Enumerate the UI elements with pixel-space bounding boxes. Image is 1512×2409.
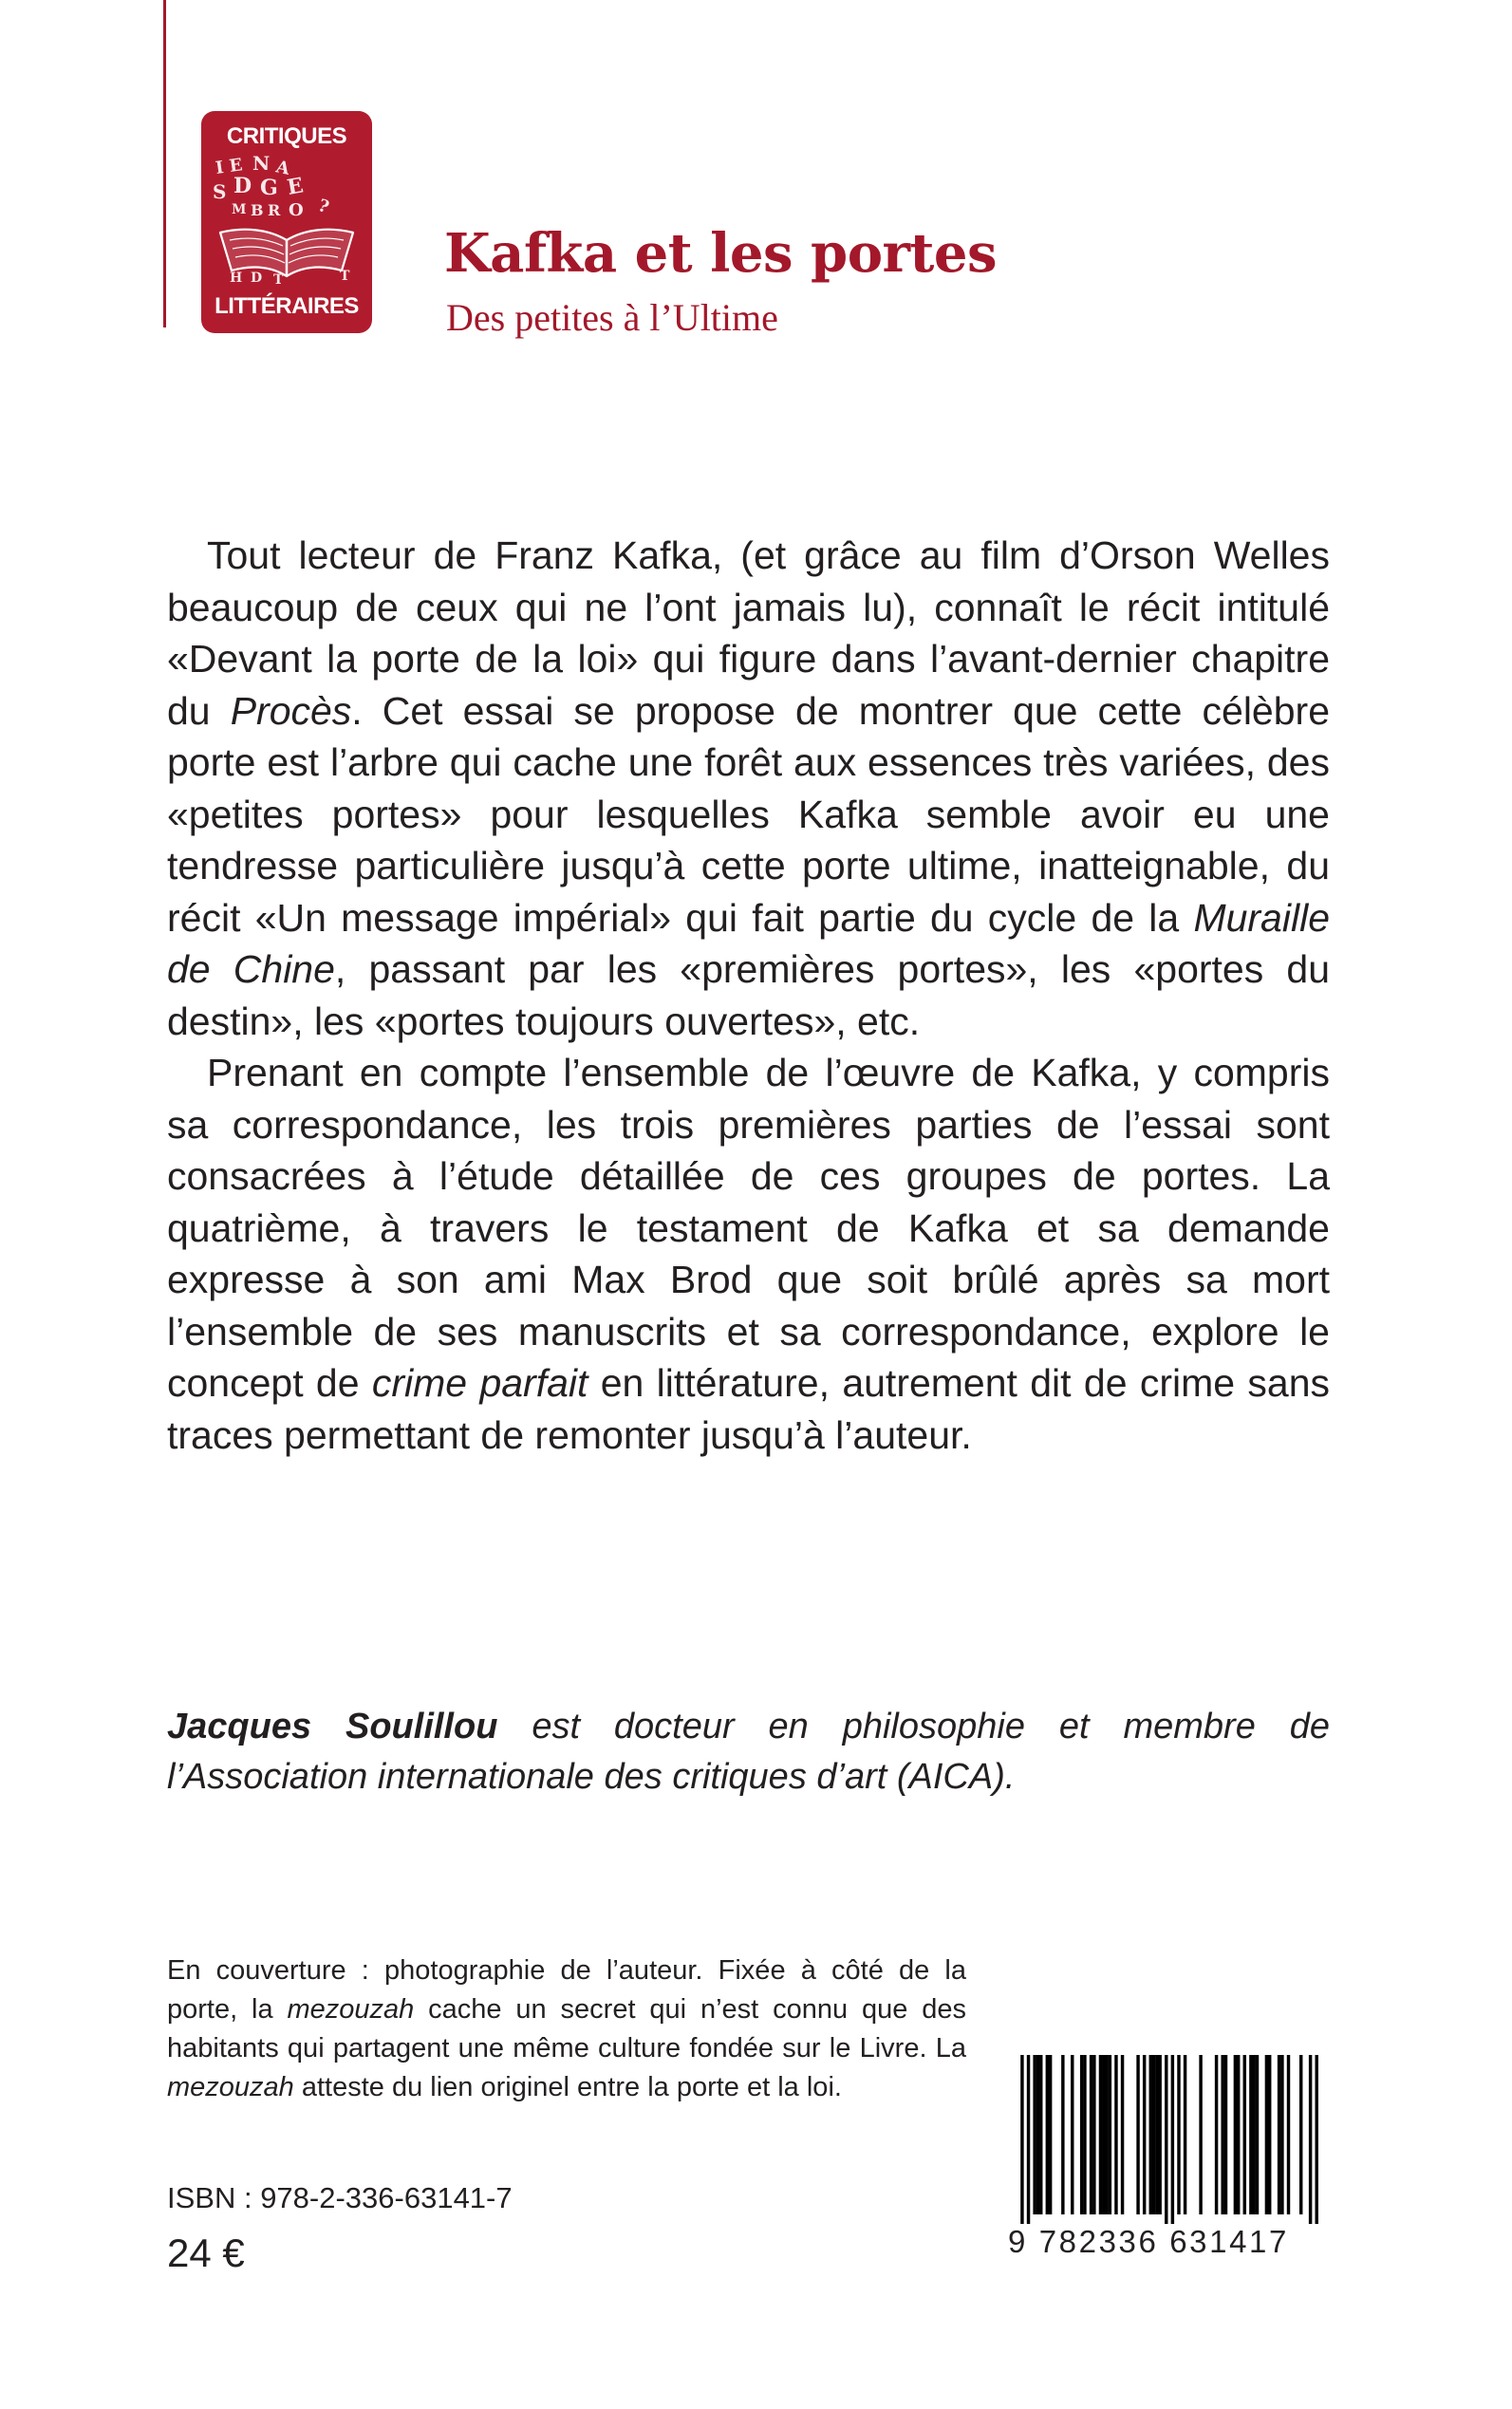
barcode-digits: 9 782336 631417: [1008, 2224, 1289, 2259]
barcode-bar: [1105, 2055, 1108, 2214]
barcode-bar: [1280, 2055, 1283, 2214]
svg-text:T: T: [340, 269, 350, 284]
barcode-bar: [1309, 2055, 1312, 2224]
price: 24 €: [167, 2231, 245, 2275]
svg-text:?: ?: [315, 195, 332, 218]
italic-run: Muraille de Chine: [167, 895, 1330, 991]
barcode-bar: [1136, 2055, 1139, 2214]
barcode-bar: [1299, 2055, 1302, 2214]
svg-text:T: T: [273, 272, 284, 286]
barcode-bar: [1215, 2055, 1218, 2214]
barcode-bar: [1099, 2055, 1102, 2214]
barcode-bar: [1256, 2055, 1259, 2214]
book-title: Kafka et les portes: [444, 222, 998, 285]
barcode-bar: [1152, 2055, 1155, 2214]
isbn-barcode: [1008, 2055, 1331, 2259]
italic-run: Procès: [230, 688, 352, 733]
italic-run: mezouzah: [167, 2072, 294, 2102]
barcode-bar: [1092, 2055, 1095, 2214]
barcode-bar: [1033, 2055, 1036, 2214]
open-book-with-letters-icon: [211, 153, 363, 286]
barcode-bar: [1252, 2055, 1255, 2214]
author-bio: [167, 1702, 1330, 1802]
italic-run: crime parfait: [371, 1361, 588, 1405]
barcode-bar: [1083, 2055, 1086, 2214]
barcode-bar: [1165, 2055, 1167, 2224]
italic-run: mezouzah: [287, 1994, 415, 2025]
barcode-bar: [1109, 2055, 1111, 2214]
blurb-paragraph-2: [167, 1047, 1330, 1461]
text-run: . Cet essai se propose de montrer que cette célèbre porte est l’arbre qui cache une forêt aux essences très variées, des «petites portes» pour lesquelles Kafka semble avoir eu une tendresse particulière jusqu’à cette porte ultime, inatteignable, du récit «Un message impérial» qui fait partie du cycle de la: [167, 688, 1330, 940]
barcode-bar: [1121, 2055, 1124, 2214]
text-run: Prenant en compte l’ensemble de l’œuvre de Kafka, y compris sa correspondance, les trois premières parties de l’essai sont consacrées à l’étude détaillée de ces groupes de portes. La quatrième, à travers le testament de Kafka et sa demande expresse à son ami Max Brod que soit brûlé après sa mort l’ensemble de ses manuscrits et sa correspondance, explore le concept de: [167, 1051, 1330, 1405]
barcode-bar: [1102, 2055, 1105, 2214]
isbn: ISBN : 978-2-336-63141-7: [167, 2181, 513, 2214]
svg-text:O: O: [289, 200, 304, 220]
svg-text:I E: I E: [214, 155, 244, 178]
barcode-bar: [1199, 2055, 1202, 2214]
barcode-bar: [1316, 2055, 1318, 2224]
barcode-bar: [1237, 2055, 1240, 2214]
text-run: en littérature, autrement dit de crime sans traces permettant de remonter jusqu’à l’auteur.: [167, 1361, 1330, 1457]
svg-text:D: D: [233, 174, 252, 198]
barcode-bar: [1071, 2055, 1073, 2214]
barcode-bar: [1221, 2055, 1223, 2214]
barcode-bar: [1114, 2055, 1117, 2214]
series-logo-bottom-label: LITTÉRAIRES: [215, 293, 359, 319]
svg-text:D: D: [251, 271, 263, 286]
barcode-bar: [1027, 2055, 1030, 2224]
svg-text:H: H: [230, 271, 243, 286]
svg-text:N: N: [252, 153, 271, 175]
barcode-bar: [1049, 2055, 1052, 2214]
barcode-bar: [1046, 2055, 1049, 2214]
barcode-bar: [1265, 2055, 1268, 2214]
text-run: Tout lecteur de Franz Kafka, (et grâce au film d’Orson Welles beaucoup de ceux qui ne l’ont jamais lu), connaît le récit intitulé «Devant la porte de la loi» qui figure dans l’avant-dernier chapitre du: [167, 533, 1330, 733]
barcode-bar: [1224, 2055, 1227, 2214]
text-run: , passant par les «premières portes», les «portes du destin», les «portes toujours ouvertes», etc.: [167, 947, 1330, 1043]
blurb: [167, 530, 1330, 1461]
author-bio-text: est docteur en philosophie et membre de l’Association internationale des critiques d’art (AICA).: [167, 1707, 1330, 1797]
svg-text:G: G: [260, 176, 278, 200]
svg-text:B: B: [251, 201, 264, 219]
barcode-bar: [1020, 2055, 1023, 2224]
text-run: cache un secret qui n’est connu que des habitants qui partagent une même culture fondée sur le Livre. La: [167, 1994, 967, 2064]
text-run: atteste du lien originel entre la porte et la loi.: [293, 2072, 842, 2102]
red-vertical-rule: [163, 0, 166, 327]
barcode-bar: [1039, 2055, 1042, 2214]
text-run: En couverture : photographie de l’auteur. Fixée à côté de la porte, la: [167, 1955, 966, 2025]
book-subtitle: Des petites à l’Ultime: [446, 296, 778, 339]
barcode-bar: [1278, 2055, 1280, 2214]
barcode-bars: [1008, 2055, 1331, 2224]
svg-text:M: M: [232, 202, 247, 217]
barcode-bar: [1143, 2055, 1146, 2214]
barcode-bar: [1243, 2055, 1246, 2214]
barcode-bar: [1234, 2055, 1237, 2214]
barcode-bar: [1249, 2055, 1252, 2214]
cover-note: [167, 1951, 966, 2107]
barcode-bar: [1158, 2055, 1161, 2214]
barcode-bar: [1177, 2055, 1180, 2214]
barcode-bar: [1287, 2055, 1290, 2214]
svg-text:R: R: [268, 201, 281, 219]
barcode-bar: [1268, 2055, 1271, 2214]
barcode-bar: [1090, 2055, 1092, 2214]
barcode-bar: [1036, 2055, 1039, 2214]
barcode-bar: [1155, 2055, 1158, 2214]
barcode-bar: [1171, 2055, 1174, 2224]
svg-text:E: E: [285, 173, 306, 200]
series-logo: [201, 111, 372, 333]
svg-text:S: S: [213, 180, 227, 203]
author-name: Jacques Soulillou: [167, 1707, 498, 1746]
series-logo-top-label: CRITIQUES: [226, 123, 347, 149]
barcode-bar: [1080, 2055, 1083, 2214]
svg-text:A: A: [273, 157, 291, 179]
blurb-paragraph-1: [167, 530, 1330, 1047]
barcode-bar: [1184, 2055, 1186, 2214]
barcode-bar: [1061, 2055, 1064, 2214]
barcode-bar: [1149, 2055, 1152, 2214]
